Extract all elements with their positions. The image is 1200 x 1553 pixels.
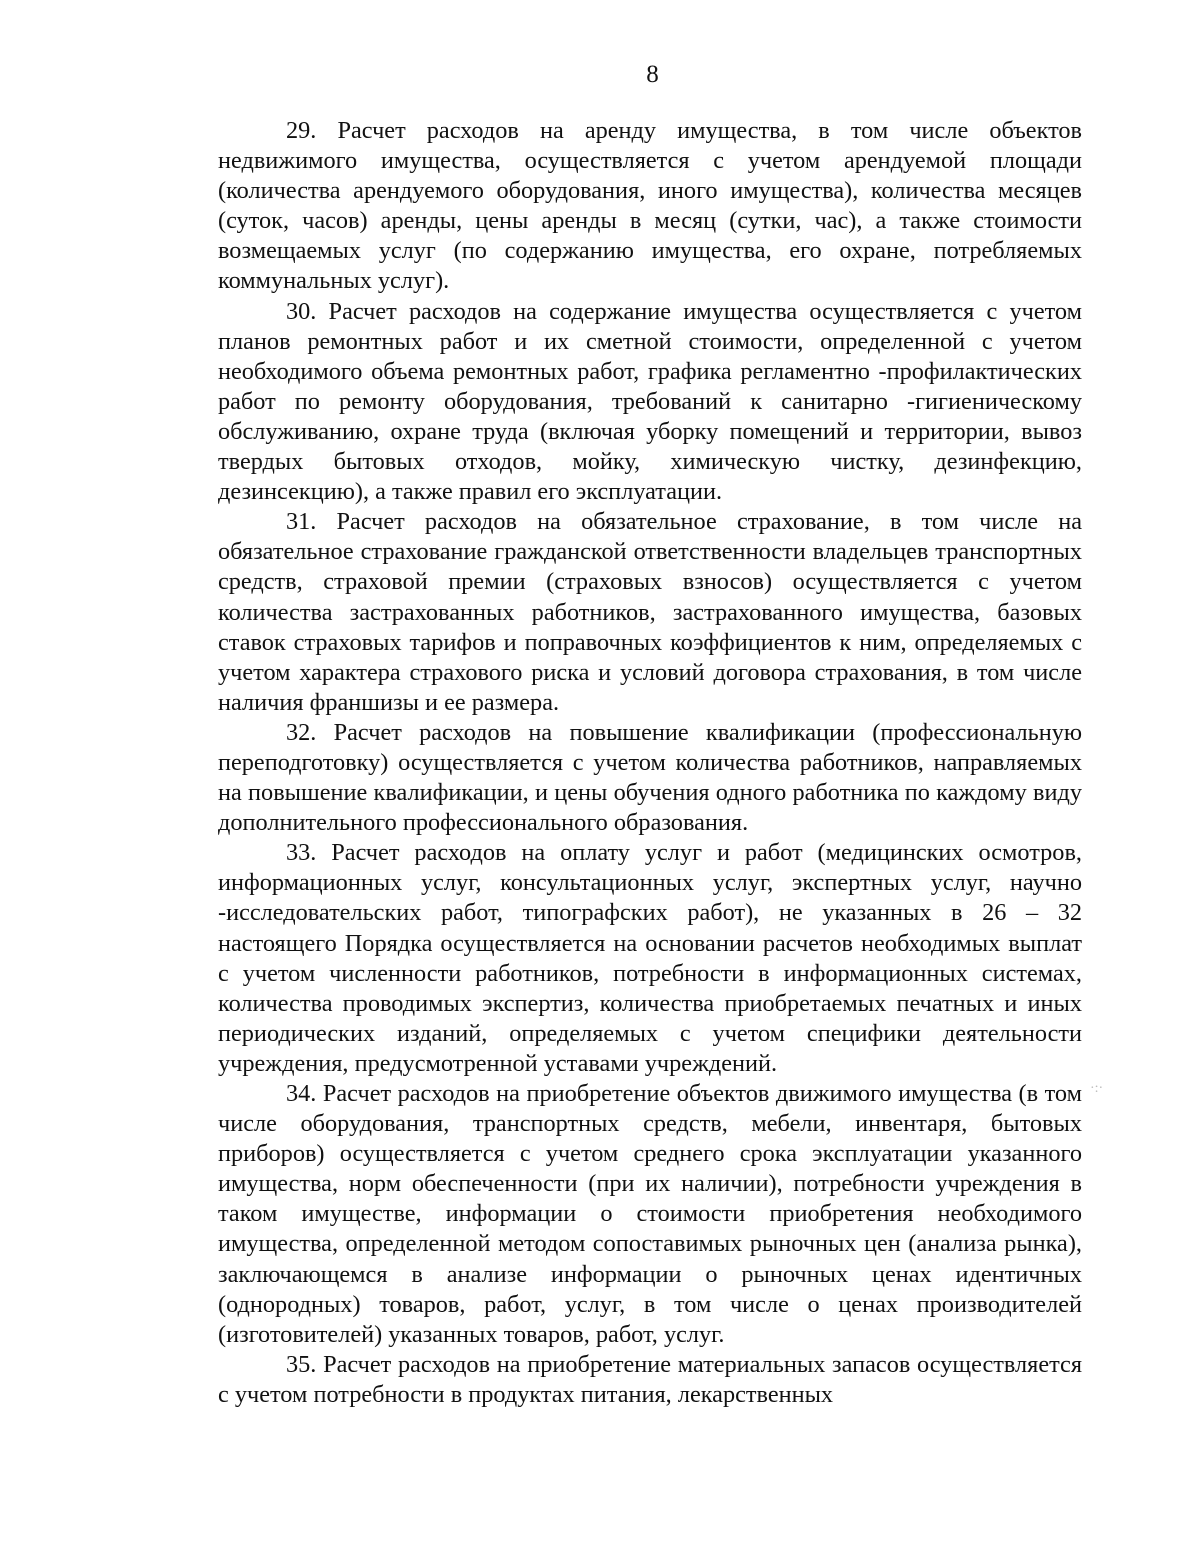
page-number: 8 <box>646 61 659 88</box>
document-body <box>218 116 1082 1410</box>
scan-artifact: ·:· <box>1090 1081 1104 1096</box>
paragraph-32: 32. Расчет расходов на повышение квалификации (профессиональную переподготовку) осуществляется с учетом количества работников, направляемых на повышение квалификации, и цены обучения одного работника по каждому виду дополнительного профессионального образования. <box>218 718 1082 837</box>
paragraph-30: 30. Расчет расходов на содержание имущества осуществляется с учетом планов ремонтных работ и их сметной стоимости, определенной с учетом необходимого объема ремонтных работ, графика регламентно -профилактических работ по ремонту оборудования, требований к санитарно -гигиеническому обслуживанию, охране труда (включая уборку помещений и территории, вывоз твердых бытовых отходов, мойку, химическую чистку, дезинфекцию, дезинсекцию), а также правил его эксплуатации. <box>218 297 1082 506</box>
paragraph-35: 35. Расчет расходов на приобретение материальных запасов осуществляется с учетом потребности в продуктах питания, лекарственных <box>218 1350 1082 1408</box>
paragraph-33: 33. Расчет расходов на оплату услуг и работ (медицинских осмотров, информационных услуг, консультационных услуг, экспертных услуг, научно -исследовательских работ, типографских работ), не указанных в 26 – 32 настоящего Порядка осуществляется на основании расчетов необходимых выплат с учетом численности работников, потребности в информационных системах, количества проводимых экспертиз, количества приобретаемых печатных и иных периодических изданий, определяемых с учетом специфики деятельности учреждения, предусмотренной уставами учреждений. <box>218 839 1082 1077</box>
paragraph-31: 31. Расчет расходов на обязательное страхование, в том числе на обязательное страхование гражданской ответственности владельцев транспортных средств, страховой премии (страховых взносов) осуществляется с учетом количества застрахованных работников, застрахованного имущества, базовых ставок страховых тарифов и поправочных коэффициентов к ним, определяемых с учетом характера страхового риска и условий договора страхования, в том числе наличия франшизы и ее размера. <box>218 508 1082 716</box>
paragraph-29: 29. Расчет расходов на аренду имущества, в том числе объектов недвижимого имущества, осуществляется с учетом арендуемой площади (количества арендуемого оборудования, иного имущества), количества месяцев (суток, часов) аренды, цены аренды в месяц (сутки, час), а также стоимости возмещаемых услуг (по содержанию имущества, его охране, потребляемых коммунальных услуг). <box>218 117 1082 295</box>
paragraph-34: 34. Расчет расходов на приобретение объектов движимого имущества (в том числе оборудования, транспортных средств, мебели, инвентаря, бытовых приборов) осуществляется с учетом среднего срока эксплуатации указанного имущества, норм обеспеченности (при их наличии), потребности учреждения в таком имуществе, информации о стоимости приобретения необходимого имущества, определенной методом сопоставимых рыночных цен (анализа рынка), заключающемся в анализе информации о рыночных ценах идентичных (однородных) товаров, работ, услуг, в том числе о ценах производителей (изготовителей) указанных товаров, работ, услуг. <box>218 1080 1082 1348</box>
